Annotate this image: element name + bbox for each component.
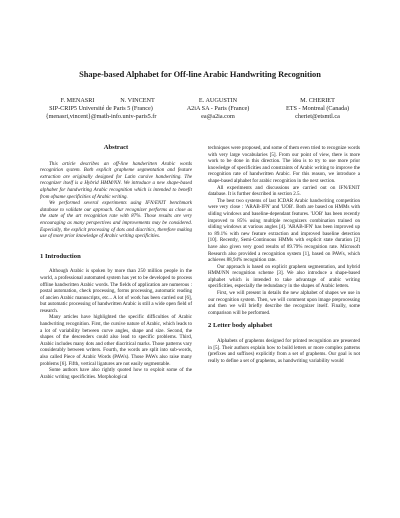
abstract-heading: Abstract [103, 144, 129, 151]
body-paragraph: All experiments and discussions are carried out on IFN/ENIT database. It is further described in section 2.5. [208, 184, 360, 198]
abstract-section [40, 145, 192, 240]
author-emails-paris5: {menasri,vincent}@math-info.univ-paris5.fr [45, 113, 157, 120]
author-affiliation-a2ia: A2iA SA - Paris (France) [186, 105, 250, 112]
left-column [40, 145, 192, 380]
paper-title: Shape-based Alphabet for Off-line Arabic Handwriting Recognition [79, 70, 321, 79]
body-paragraph: Some authors have also rightly quoted how to exploit some of the Arabic writing specificities. Morphological [40, 367, 192, 380]
author-vincent-name: N. VINCENT [120, 97, 155, 104]
abstract-paragraph: This article describes an off-line handwritten Arabic words recognition system. Both explicit grapheme segmentation and feature extraction are originally designed for Latin cursive handwriting. The recognizer itself is a Hybrid HMM/NN. We introduce a new shape-based alphabet for handwriting Arabic recognition which is intended to benefit from ofname specificities of Arabic writing. [40, 160, 192, 200]
author-menasri-name: F. MENASRI [60, 97, 95, 104]
body-paragraph: techniques were proposed, and some of them even tried to recognize words with very large vocabularies [5]. From our point of view, there is more work to be done in this direction. The idea is to try to use more prior knowledge of specificities and constraints of Arabic writing to improve the recognition rate of handwritten Arabic. For this reason, we introduce a shape-based alphabet for arabic recognition in the next section. [208, 145, 360, 184]
body-paragraph: First, we will present in details the new alphabet of shapes we use in our recognition system. Then, we will comment upon image preprocessing and then we will briefly describe the recognizer itself. Finally, some comparison will be performed. [208, 290, 360, 316]
body-paragraph: Although Arabic is spoken by more than 250 million people in the world, a professional automated system has yet to be developed to process offline handwritten Arabic words. The fields of application are numerous : postal automation, check processing, forms processing, automatic reading of ancien Arabic manuscripts, etc... A lot of work has been carried out [6], but automatic processing of handwritten Arabic is still a wide open field of research. [40, 268, 192, 314]
author-email-a2ia: ea@a2ia.com [201, 113, 235, 120]
author-augustin-name: E. AUGUSTIN [198, 97, 238, 104]
section-heading-introduction: 1 Introduction [40, 252, 81, 260]
body-paragraph: The best two systems of last ICDAR Arabic handwriting competition were very close : 'ARAB-IFN' and 'UOB'. Both are based on HMMs with sliding windows and baseline-dependant features. 'UOB' has been recently improved to 85% using multiple recognizers combination trained on sliding windows at various angles [4]. 'ARAB-IFN' has been improved up to 89.1% with new feature extraction and improved baseline detection [10]. Recently, Semi-Continuous HMMs with explicit state duration [2] have also given very good results of 89.79% recognition rate. Microsoft Research also provided a recognition system [1], based on PAWs, which achieves 88,94% recognition rate. [208, 197, 360, 264]
body-paragraph: Many articles have highlighted the specific difficulties of Arabic handwriting recognition. First, the cursive nature of Arabic, which leads to a lot of variability between curve angles, shape and size. Second, the shapes of the descenders could also lead to specific problems. Third, Arabic includes many dots and other diacritical marks. Those patterns vary considerably between writers. Fourth, the words are split into sub-words, also called Piece of Arabic Words (PAWs). Those PAWs also raise many problems [6]. Fifth, vertical ligatures are not easily segmentable. [40, 314, 192, 367]
right-column [208, 145, 360, 364]
section-heading-letter-body-alphabet: 2 Letter body alphabet [208, 322, 273, 330]
body-paragraph: Our approach is based on explicit graphem segmentation, and hybrid HMM/NN recognition scheme [3]. We also introduce a shape-based alphabet which is intended to take advantage of arabic writing specificities, especially the redundancy in the shapes of Arabic letters. [208, 263, 360, 290]
abstract-paragraph: We performed several experiments using IFN/ENIT benchmark database to validate our approach. Our recognizer performs as close as the state of the art recognition rate with 87%. Those results are very encouraging as many perspectives and improvements may be considered. Especially, the explicit processing of dots and diacritics, therefore making use of more prior knowledge of Arabic writing specificities. [40, 200, 192, 240]
author-block [40, 97, 370, 137]
author-affiliation-ets: ETS - Montreal (Canada) [285, 105, 350, 112]
author-cheriet-name: M. CHERIET [300, 97, 335, 104]
author-affiliation-paris5: SIP-CRIP5 Université de Paris 5 (France) [49, 105, 153, 112]
body-paragraph: Alphabets of graphems designed for printed recognition are presented in [5]. Their authors explain how to build letters or more complex patterns (prefixes and suffixes) explicitly from a set of graphems. Our goal is not really to define a set of graphems, as handwriting variability would [208, 338, 360, 364]
author-email-ets: cheriet@etsmtl.ca [295, 113, 340, 120]
